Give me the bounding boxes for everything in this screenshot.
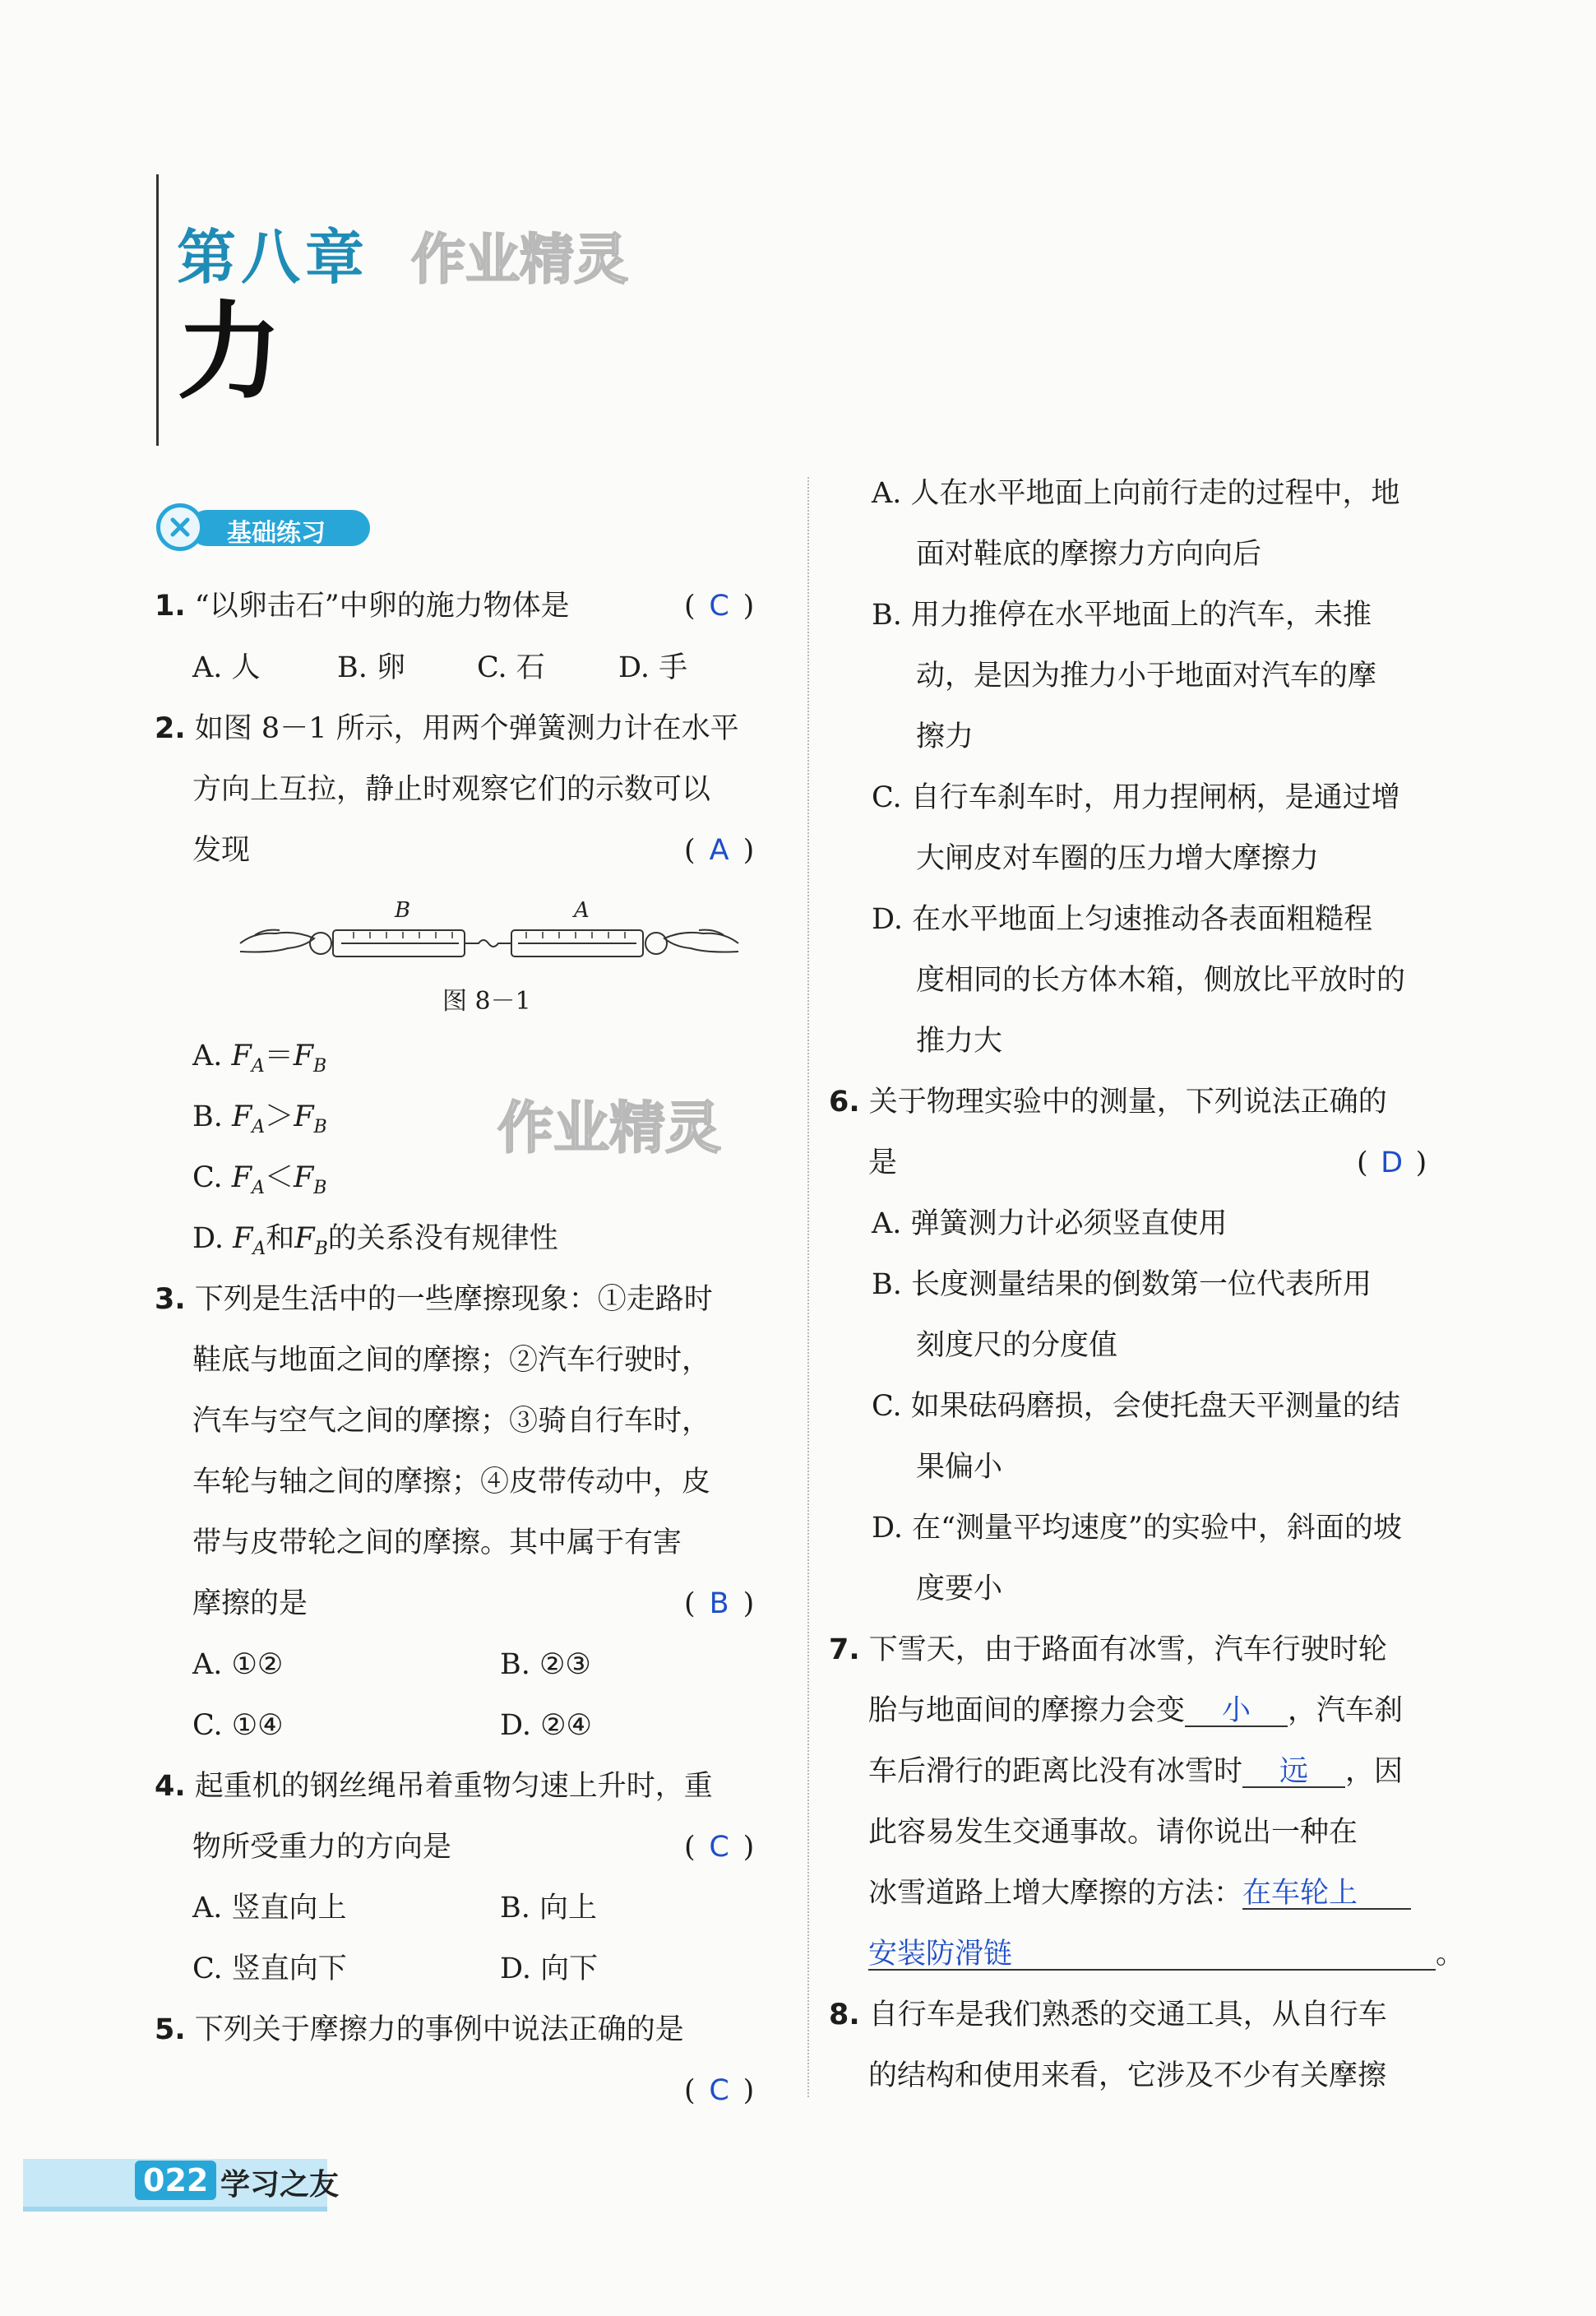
question-7-line-5: [868, 1875, 1411, 1911]
option-c-cont: 果偏小: [916, 1451, 1003, 1484]
variable-f: F: [231, 1040, 252, 1072]
option-d-cont: 度相同的长方体木箱，侧放比平放时的: [916, 964, 1406, 997]
section-title: 基础练习: [227, 519, 326, 548]
question-3-line-4: 车轮与轴之间的摩擦；④皮带传动中，皮: [192, 1466, 711, 1498]
option-b: B. 用力推停在水平地面上的汽车，未推: [872, 599, 1372, 632]
question-2-line-2: 方向上互拉，静止时观察它们的示数可以: [192, 773, 711, 806]
watermark: 作业精灵: [411, 228, 628, 291]
question-4-line-2: 物所受重力的方向是: [192, 1831, 452, 1864]
option-d: D. 在水平地面上匀速推动各表面粗糙程: [872, 903, 1373, 936]
question-number: 4.: [155, 1770, 186, 1803]
relation-symbol: ＜: [264, 1161, 294, 1194]
option-d-cont: 推力大: [916, 1025, 1003, 1058]
page-number: 022: [135, 2161, 216, 2200]
question-number: 7.: [829, 1633, 860, 1666]
question-7-line-6: [868, 1936, 1464, 1972]
figure-caption: 图 8－1: [442, 987, 531, 1016]
option-d-cont: 度要小: [916, 1573, 1003, 1605]
question-3-line-6: 摩擦的是: [192, 1587, 308, 1620]
question-4-line-1: [155, 1768, 713, 1804]
question-number: 3.: [155, 1283, 186, 1316]
question-text: 起重机的钢丝绳吊着重物匀速上升时，重: [194, 1770, 713, 1803]
option-c: C. 石: [477, 651, 545, 684]
option-c: C. 自行车刹车时，用力捏闸柄，是通过增: [872, 781, 1400, 814]
option-prefix: D.: [192, 1222, 234, 1255]
question-number: 5.: [155, 2013, 186, 2046]
option-b-cont: 动，是因为推力小于地面对汽车的摩: [916, 660, 1377, 692]
answer-value: C: [709, 590, 729, 623]
option-d: D. 手: [618, 651, 688, 684]
option-a-cont: 面对鞋底的摩擦力方向向后: [916, 538, 1262, 571]
fill-blank-1[interactable]: 小: [1185, 1696, 1288, 1727]
option-c: C. 竖直向下: [192, 1952, 347, 1985]
question-6-answer: ( D ): [1357, 1146, 1427, 1179]
question-text: 如图 8－1 所示，用两个弹簧测力计在水平: [194, 712, 739, 745]
subscript-b: B: [313, 1056, 327, 1077]
option-prefix: C.: [192, 1161, 232, 1194]
coupling: [465, 940, 511, 947]
answer-value: A: [709, 834, 729, 867]
question-5-answer: ( C ): [684, 2074, 755, 2107]
variable-f: F: [233, 1222, 253, 1255]
option-a: A. 人在水平地面上向前行走的过程中，地: [872, 477, 1400, 510]
fill-blank-2[interactable]: 远: [1242, 1757, 1345, 1788]
figure-label-b: B: [395, 898, 411, 923]
option-a: [192, 1038, 326, 1085]
option-c-cont: 大闸皮对车圈的压力增大摩擦力: [916, 842, 1320, 875]
question-text: 下列是生活中的一些摩擦现象：①走路时: [194, 1283, 713, 1316]
option-a: A. ①②: [192, 1648, 284, 1681]
option-d: D. ②④: [500, 1709, 592, 1742]
question-3-answer: ( B ): [684, 1587, 755, 1620]
question-8-line-2: 的结构和使用来看，它涉及不少有关摩擦: [868, 2059, 1387, 2092]
answer-value: C: [709, 2074, 729, 2107]
option-text: 的关系没有规律性: [327, 1222, 558, 1255]
question-3-line-5: 带与皮带轮之间的摩擦。其中属于有害: [192, 1526, 682, 1559]
subscript-a: A: [251, 1056, 265, 1077]
question-text: 下雪天，由于路面有冰雪，汽车行驶时轮: [868, 1633, 1387, 1666]
question-3-line-2: 鞋底与地面之间的摩擦；②汽车行驶时，: [192, 1344, 711, 1377]
question-text: 自行车是我们熟悉的交通工具，从自行车: [868, 1999, 1387, 2031]
subscript-b: B: [313, 1117, 327, 1137]
right-hand: [664, 933, 738, 952]
subscript-a: A: [252, 1178, 265, 1198]
section-badge-icon: [156, 503, 204, 551]
chapter-label: 第八章: [177, 223, 370, 292]
question-2-line-1: [155, 711, 739, 747]
figure-label-a: A: [574, 898, 590, 923]
option-a: A. 竖直向上: [192, 1892, 347, 1925]
option-prefix: B.: [192, 1100, 232, 1133]
question-5-line-1: [155, 2012, 684, 2048]
option-prefix: A.: [192, 1040, 232, 1072]
left-hand: [240, 933, 314, 952]
option-c: C. 如果砝码磨损，会使托盘天平测量的结: [872, 1390, 1400, 1423]
question-number: 8.: [829, 1999, 860, 2031]
question-2-answer: ( A ): [684, 834, 755, 867]
variable-f: F: [231, 1161, 252, 1194]
answer-value: D: [1381, 1146, 1404, 1179]
pencil-icon: [167, 514, 193, 540]
section-badge: [156, 502, 374, 553]
question-text: 车后滑行的距离比没有冰雪时: [868, 1755, 1243, 1788]
option-a: A. 弹簧测力计必须竖直使用: [872, 1207, 1228, 1240]
subscript-a: A: [252, 1239, 266, 1259]
subscript-b: B: [314, 1239, 328, 1259]
chapter-rule: [156, 174, 159, 446]
spring-scale-figure: [238, 892, 740, 975]
option-b: [192, 1099, 327, 1146]
question-text: 下列关于摩擦力的事例中说法正确的是: [194, 2013, 684, 2046]
question-text: ，因: [1345, 1755, 1404, 1788]
question-7-line-3: [868, 1753, 1403, 1790]
option-d: [192, 1221, 558, 1267]
chapter-title: 力: [177, 291, 283, 414]
question-3-line-1: [155, 1281, 713, 1318]
variable-f: F: [293, 1040, 314, 1072]
relation-symbol: ＝: [264, 1040, 294, 1072]
variable-f: F: [294, 1161, 314, 1194]
answer-value: B: [709, 1587, 729, 1620]
option-c: [192, 1160, 326, 1207]
option-b: B. ②③: [500, 1648, 591, 1681]
question-7-line-1: [829, 1632, 1387, 1668]
question-text: 胎与地面间的摩擦力会变: [868, 1694, 1186, 1727]
fill-blank-3[interactable]: 在车轮上: [1242, 1878, 1411, 1910]
question-4-answer: ( C ): [684, 1831, 755, 1864]
question-text: “以卵击石”中卵的施力物体是: [194, 590, 570, 623]
option-d: D. 向下: [500, 1952, 599, 1985]
footer-band-stripe: [23, 2207, 327, 2212]
question-7-line-4: 此容易发生交通事故。请你说出一种在: [868, 1816, 1358, 1849]
variable-f: F: [294, 1100, 314, 1133]
question-text: 。: [1436, 1938, 1465, 1971]
subscript-a: A: [252, 1117, 266, 1137]
option-text: 和: [266, 1222, 295, 1255]
question-text: ，汽车刹: [1288, 1694, 1404, 1727]
question-1-stem: [155, 588, 570, 624]
question-6-line-1: [829, 1084, 1387, 1120]
question-text: 关于物理实验中的测量，下列说法正确的: [868, 1086, 1387, 1119]
question-text: 冰雪道路上增大摩擦的方法：: [868, 1877, 1243, 1910]
option-b-cont: 刻度尺的分度值: [916, 1329, 1118, 1362]
answer-value: C: [709, 1831, 729, 1864]
question-3-line-3: 汽车与空气之间的摩擦；③骑自行车时，: [192, 1405, 711, 1438]
option-b: B. 向上: [500, 1892, 597, 1925]
question-number: 2.: [155, 712, 186, 745]
question-6-line-2: 是: [868, 1146, 898, 1179]
question-1-answer: ( C ): [684, 590, 755, 623]
option-b-cont: 擦力: [916, 720, 974, 753]
question-2-line-3: 发现: [192, 834, 251, 867]
left-ring: [310, 933, 331, 954]
question-8-line-1: [829, 1997, 1387, 2033]
right-ring: [645, 933, 667, 954]
option-c: C. ①④: [192, 1709, 284, 1742]
variable-f: F: [231, 1100, 252, 1133]
option-d: D. 在“测量平均速度”的实验中，斜面的坡: [872, 1512, 1402, 1545]
fill-blank-3-cont[interactable]: 安装防滑链: [868, 1939, 1436, 1971]
option-b: B. 长度测量结果的倒数第一位代表所用: [872, 1268, 1372, 1301]
footer-brand: 学习之友: [220, 2168, 340, 2202]
question-number: 6.: [829, 1086, 860, 1119]
subscript-b: B: [313, 1178, 327, 1198]
watermark: 作业精灵: [497, 1096, 722, 1161]
option-a: A. 人: [192, 651, 261, 684]
question-7-line-2: [868, 1693, 1403, 1729]
option-b: B. 卵: [337, 651, 405, 684]
question-number: 1.: [155, 590, 186, 623]
relation-symbol: ＞: [265, 1100, 294, 1133]
column-divider: [807, 477, 809, 2097]
variable-f: F: [294, 1222, 315, 1255]
